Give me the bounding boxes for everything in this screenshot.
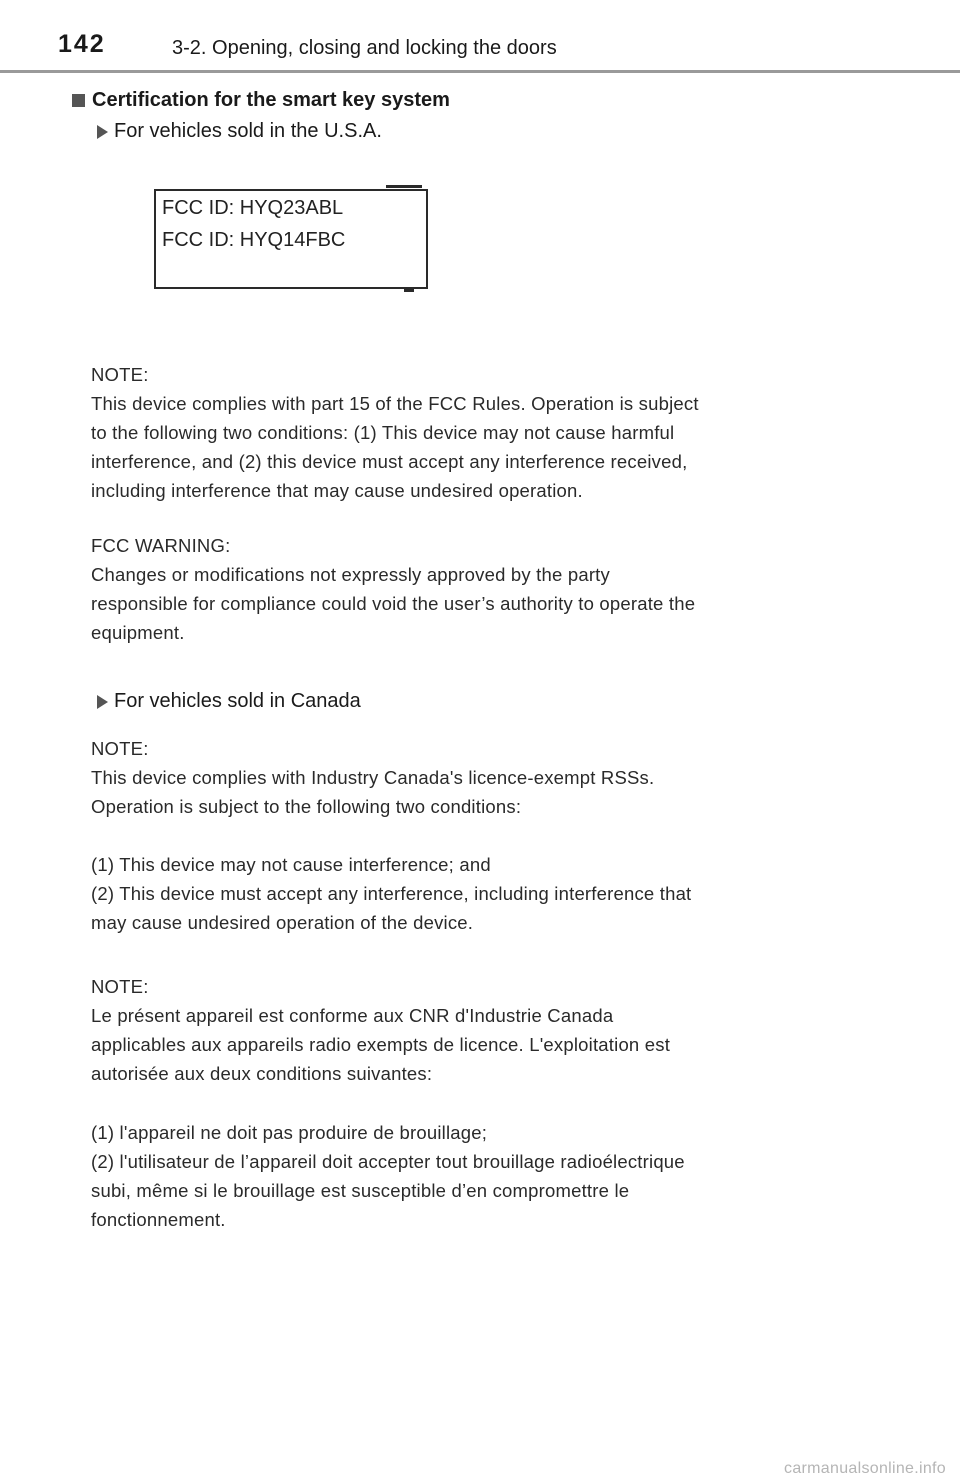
canada-note-fr-block (91, 972, 851, 1088)
page-header (0, 0, 960, 72)
header-divider (0, 70, 960, 73)
canada-conditions-en-block (91, 850, 851, 937)
triangle-bullet-icon (97, 125, 108, 139)
bullet-canada (97, 690, 361, 713)
notice-line: (1) This device may not cause interference; and (91, 854, 491, 875)
notice-line: interference, and (2) this device must accept any interference received, (91, 451, 688, 472)
canada-note-en-block (91, 734, 851, 821)
notice-line: Operation is subject to the following two conditions: (91, 796, 522, 817)
notice-line: subi, même si le brouillage est susceptible d’en compromettre le (91, 1180, 630, 1201)
page-number: 142 (58, 30, 106, 58)
usa-warning-block (91, 531, 851, 647)
notice-line: FCC WARNING: (91, 535, 231, 556)
triangle-bullet-icon (97, 695, 108, 709)
notice-line: fonctionnement. (91, 1209, 226, 1230)
notice-line: This device complies with part 15 of the FCC Rules. Operation is subject (91, 393, 699, 414)
notice-line: (2) This device must accept any interference, including interference that (91, 883, 692, 904)
usa-note-block (91, 360, 851, 505)
notice-line: responsible for compliance could void the user’s authority to operate the (91, 593, 696, 614)
box-corner-mark-top (386, 185, 422, 188)
notice-line: applicables aux appareils radio exempts de licence. L'exploitation est (91, 1034, 671, 1055)
section-title: 3-2. Opening, closing and locking the doors (172, 37, 557, 59)
notice-line: (2) l'utilisateur de l’appareil doit accepter tout brouillage radioélectrique (91, 1151, 685, 1172)
watermark: carmanualsonline.info (784, 1460, 946, 1477)
canada-conditions-fr-block (91, 1118, 851, 1234)
notice-line: This device complies with Industry Canada's licence-exempt RSSs. (91, 767, 655, 788)
box-corner-mark-bottom (404, 289, 414, 292)
fcc-id-line: FCC ID: HYQ23ABL (162, 197, 344, 219)
notice-line: equipment. (91, 622, 185, 643)
notice-line: NOTE: (91, 738, 149, 759)
square-bullet-icon (72, 94, 85, 107)
notice-line: NOTE: (91, 976, 149, 997)
notice-line: to the following two conditions: (1) This device may not cause harmful (91, 422, 675, 443)
bullet-usa (97, 120, 382, 143)
notice-line: (1) l'appareil ne doit pas produire de brouillage; (91, 1122, 488, 1143)
section-heading-text: Certification for the smart key system (92, 89, 450, 111)
fcc-id-line: FCC ID: HYQ14FBC (162, 229, 346, 251)
notice-line: Changes or modifications not expressly approved by the party (91, 564, 610, 585)
section-heading (72, 89, 450, 112)
fcc-id-label-box (154, 189, 428, 289)
notice-line: Le présent appareil est conforme aux CNR d'Industrie Canada (91, 1005, 614, 1026)
bullet-usa-text: For vehicles sold in the U.S.A. (114, 120, 382, 142)
bullet-canada-text: For vehicles sold in Canada (114, 690, 361, 712)
notice-line: NOTE: (91, 364, 149, 385)
notice-line: autorisée aux deux conditions suivantes: (91, 1063, 433, 1084)
notice-line: may cause undesired operation of the device. (91, 912, 474, 933)
notice-line: including interference that may cause undesired operation. (91, 480, 583, 501)
